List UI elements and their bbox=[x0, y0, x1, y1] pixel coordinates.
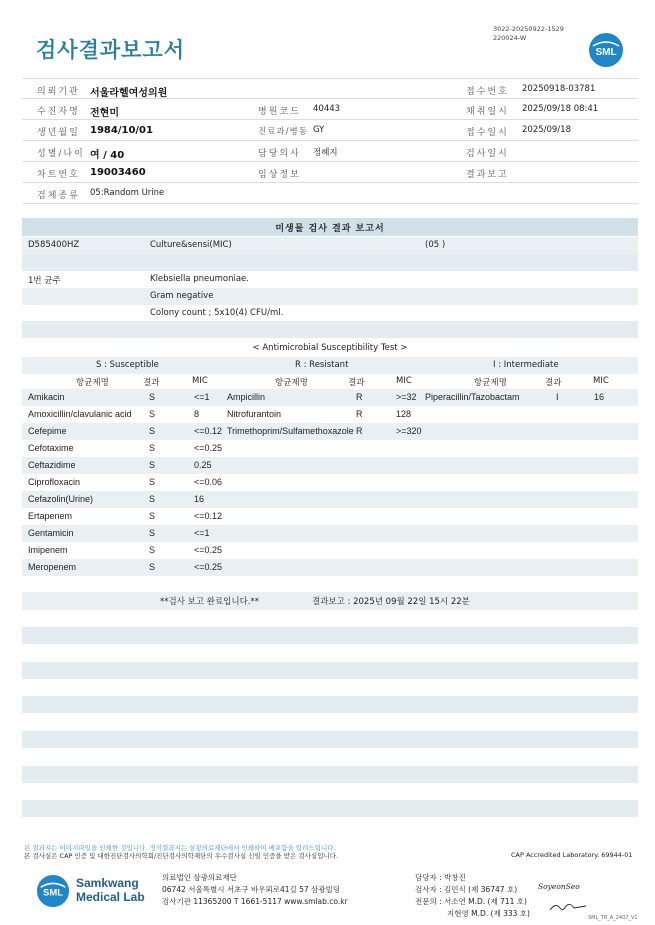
received-label: 접수일시 bbox=[466, 128, 509, 138]
ast-mic-cell: <=0.25 bbox=[194, 443, 223, 453]
ast-drug-cell: Gentamicin bbox=[28, 528, 74, 538]
gram-row bbox=[22, 288, 638, 305]
col-mic-3: MIC bbox=[593, 376, 609, 386]
ast-drug-cell: Trimethoprim/Sulfamethoxazole bbox=[227, 426, 354, 436]
specimen-value: 05:Random Urine bbox=[90, 188, 165, 198]
ast-result-cell: I bbox=[556, 392, 559, 402]
ast-result-cell: S bbox=[149, 392, 156, 402]
ast-mic-cell: <=0.25 bbox=[194, 562, 223, 572]
ast-header-row bbox=[22, 373, 638, 390]
footer-specialist1: 전문의 : 서소연 M.D. (제 711 호) bbox=[415, 897, 527, 906]
hospcode-label: 병원코드 bbox=[258, 107, 301, 117]
empty-band bbox=[22, 783, 638, 800]
gram-stain: Gram negative bbox=[150, 291, 214, 301]
empty-band bbox=[22, 800, 638, 817]
colony-row bbox=[22, 305, 638, 322]
footer-manager: 담당자 : 박창진 bbox=[415, 873, 466, 882]
hospcode-value: 40443 bbox=[313, 104, 341, 114]
ast-legend-row bbox=[22, 357, 638, 374]
ast-drug-cell: Amikacin bbox=[28, 392, 65, 402]
empty-band bbox=[22, 714, 638, 731]
patient-label: 수진자명 bbox=[37, 107, 80, 117]
ast-row bbox=[22, 423, 638, 440]
empty-band bbox=[22, 748, 638, 765]
micro-section-title: 미생물 검사 결과 보고서 bbox=[22, 218, 638, 236]
footer-tester: 검사자 : 김민식 (제 36747 호) bbox=[415, 885, 518, 894]
ast-drug-cell: Meropenem bbox=[28, 562, 77, 572]
report-time: 결과보고 : 2025년 09월 22일 15시 22분 bbox=[312, 597, 470, 607]
footer-logo-line2: Medical Lab bbox=[76, 890, 145, 904]
ast-mic-cell: 16 bbox=[194, 494, 205, 504]
footer-org: 의료법인 삼광의료재단 bbox=[162, 873, 237, 882]
ast-mic-cell: >=32 bbox=[396, 392, 417, 402]
legend-susceptible: S : Susceptible bbox=[96, 360, 159, 370]
ast-drug-cell: Cefazolin(Urine) bbox=[28, 494, 94, 504]
cap-accreditation: CAP Accredited Laboratory. 69944-01 bbox=[511, 851, 633, 859]
completion-row bbox=[22, 592, 638, 610]
ast-result-cell: S bbox=[149, 511, 156, 521]
empty-band bbox=[22, 321, 638, 338]
ast-drug-cell: Cefepime bbox=[28, 426, 67, 436]
footer bbox=[0, 868, 655, 925]
ast-row bbox=[22, 389, 638, 406]
empty-band bbox=[22, 662, 638, 679]
tested-label: 검사일시 bbox=[466, 149, 509, 159]
sml-logo-icon bbox=[588, 32, 624, 68]
organism-name: Klebsiella pneumoniae. bbox=[150, 274, 249, 284]
col-drug-2: 항균제명 bbox=[275, 378, 308, 388]
ast-row bbox=[22, 406, 638, 423]
doctor-value: 정혜지 bbox=[313, 148, 338, 158]
ast-row bbox=[22, 559, 638, 576]
ast-drug-cell: Ertapenem bbox=[28, 511, 73, 521]
report-title: 검사결과보고서 bbox=[36, 38, 186, 62]
ast-result-cell: R bbox=[356, 426, 363, 436]
ast-title-row bbox=[22, 340, 638, 357]
col-result-2: 결과 bbox=[348, 378, 365, 388]
legend-intermediate: I : Intermediate bbox=[493, 360, 559, 370]
sml-logo-text: SML bbox=[595, 47, 617, 58]
col-mic-1: MIC bbox=[192, 376, 208, 386]
dob-label: 생년월일 bbox=[37, 128, 80, 138]
ast-drug-cell: Cefotaxime bbox=[28, 443, 74, 453]
ast-mic-cell: 16 bbox=[594, 392, 605, 402]
ast-title: < Antimicrobial Susceptibility Test > bbox=[252, 343, 408, 353]
empty-band bbox=[22, 731, 638, 748]
requester-value: 서울라헬여성의원 bbox=[90, 88, 168, 99]
collected-label: 채취일시 bbox=[466, 107, 509, 117]
footer-address: 06742 서울특별시 서초구 바우뫼로41길 57 삼광빌딩 bbox=[162, 885, 341, 894]
ast-mic-cell: <=0.06 bbox=[194, 477, 223, 487]
ast-mic-cell: <=0.12 bbox=[194, 511, 223, 521]
organism-label: 1번 균주 bbox=[28, 276, 61, 286]
footer-specialist2: 지현영 M.D. (제 333 호) bbox=[447, 909, 530, 918]
footer-contact: 검사기관 11365200 T 1661-5117 www.smlab.co.kr bbox=[162, 897, 348, 906]
ast-result-cell: S bbox=[149, 426, 156, 436]
dept-value: GY bbox=[313, 125, 325, 135]
empty-band bbox=[22, 627, 638, 644]
col-result-3: 결과 bbox=[545, 378, 562, 388]
form-code: SML_TR_A_2407_V1 bbox=[588, 915, 638, 921]
ast-drug-cell: Ceftazidime bbox=[28, 460, 76, 470]
dob-value: 1984/10/01 bbox=[90, 125, 153, 136]
empty-band bbox=[22, 254, 638, 271]
ast-mic-cell: <=0.25 bbox=[194, 545, 223, 555]
test-row bbox=[22, 237, 638, 254]
colony-count: Colony count ; 5x10(4) CFU/ml. bbox=[150, 308, 284, 318]
empty-band bbox=[22, 679, 638, 696]
test-number: (05 ) bbox=[425, 240, 446, 250]
ast-drug-cell: Piperacillin/Tazobactam bbox=[425, 392, 520, 402]
ast-drug-cell: Ampicillin bbox=[227, 392, 266, 402]
doctor-label: 담당의사 bbox=[258, 149, 301, 159]
document-number-line1: 3022-20250922-1529 bbox=[493, 25, 564, 33]
dept-label: 진료과/병동 bbox=[258, 127, 308, 137]
ast-mic-cell: 128 bbox=[396, 409, 412, 419]
ast-drug-cell: Imipenem bbox=[28, 545, 68, 555]
ast-mic-cell: 8 bbox=[194, 409, 200, 419]
collected-value: 2025/09/18 08:41 bbox=[522, 104, 599, 114]
chart-value: 19003460 bbox=[90, 167, 146, 178]
accession-value: 20250918-03781 bbox=[522, 84, 596, 94]
ast-row bbox=[22, 457, 638, 474]
ast-result-cell: S bbox=[149, 528, 156, 538]
empty-band bbox=[22, 818, 638, 835]
completion-text: **검사 보고 완료입니다.** bbox=[160, 597, 260, 607]
sexage-value: 여 / 40 bbox=[90, 150, 125, 161]
empty-band bbox=[22, 766, 638, 783]
ast-result-cell: R bbox=[356, 409, 363, 419]
reported-label: 결과보고 bbox=[466, 170, 509, 180]
ast-result-cell: S bbox=[149, 443, 156, 453]
empty-band bbox=[22, 644, 638, 661]
ast-result-cell: S bbox=[149, 562, 156, 572]
sml-footer-logo-text: SML bbox=[43, 887, 63, 899]
ast-drug-cell: Nitrofurantoin bbox=[227, 409, 282, 419]
test-code: D585400HZ bbox=[28, 240, 80, 250]
sexage-label: 성별/나이 bbox=[37, 149, 85, 159]
ast-mic-cell: <=0.12 bbox=[194, 426, 223, 436]
ast-row bbox=[22, 508, 638, 525]
ast-mic-cell: >=320 bbox=[396, 426, 422, 436]
received-value: 2025/09/18 bbox=[522, 125, 571, 135]
ast-result-cell: S bbox=[149, 477, 156, 487]
test-name: Culture&sensi(MIC) bbox=[150, 240, 232, 250]
copy-note: 본 결과지는 이미지파일을 인쇄한 것입니다. 정식결과지는 삼광의료재단에서 인쇄하여 배포함을 알려드립니다. bbox=[24, 844, 336, 852]
ast-row bbox=[22, 525, 638, 542]
ast-result-cell: S bbox=[149, 494, 156, 504]
col-drug-3: 항균제명 bbox=[474, 378, 507, 388]
document-number bbox=[493, 25, 564, 43]
ast-mic-cell: <=1 bbox=[194, 528, 210, 538]
requester-label: 의뢰기관 bbox=[37, 87, 80, 97]
signature-1: SoyeonSeo bbox=[538, 882, 580, 891]
patient-value: 전현미 bbox=[90, 108, 119, 119]
legend-resistant: R : Resistant bbox=[295, 360, 349, 370]
ast-result-cell: S bbox=[149, 409, 156, 419]
ast-row bbox=[22, 440, 638, 457]
ast-drug-cell: Amoxicillin/clavulanic acid bbox=[28, 409, 132, 419]
col-result-1: 결과 bbox=[143, 378, 160, 388]
ast-mic-cell: 0.25 bbox=[194, 460, 212, 470]
certification-note: 본 검사실은 CAP 인증 및 대한진단검사의학회/진단검사의학재단의 우수검사실 신임 인증을 받은 검사실입니다. bbox=[24, 852, 339, 860]
clinical-label: 임상정보 bbox=[258, 170, 301, 180]
ast-result-cell: S bbox=[149, 460, 156, 470]
patient-info bbox=[22, 78, 638, 204]
col-mic-2: MIC bbox=[396, 376, 412, 386]
ast-row bbox=[22, 491, 638, 508]
ast-row bbox=[22, 542, 638, 559]
empty-band bbox=[22, 696, 638, 713]
ast-drug-cell: Ciprofloxacin bbox=[28, 477, 81, 487]
specimen-label: 검체종류 bbox=[37, 191, 80, 201]
chart-label: 차트번호 bbox=[37, 170, 80, 180]
col-drug-1: 항균제명 bbox=[76, 378, 109, 388]
sml-footer-logo-icon bbox=[36, 874, 70, 908]
footer-logo-line1: Samkwang bbox=[76, 876, 139, 890]
ast-mic-cell: <=1 bbox=[194, 392, 210, 402]
document-number-line2: 220024-W bbox=[493, 34, 527, 42]
organism-row bbox=[22, 271, 638, 288]
accession-label: 접수번호 bbox=[466, 87, 509, 97]
signature-2 bbox=[548, 900, 588, 914]
ast-result-cell: R bbox=[356, 392, 363, 402]
ast-row bbox=[22, 474, 638, 491]
ast-result-cell: S bbox=[149, 545, 156, 555]
